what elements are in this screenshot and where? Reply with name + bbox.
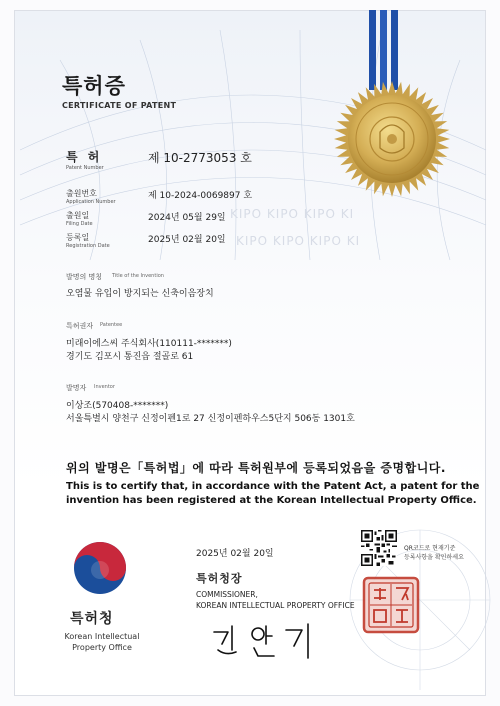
certification-text-ko: 위의 발명은「특허법」에 따라 특허원부에 등록되었음을 증명합니다.: [66, 461, 446, 475]
kipo-logo-icon: [72, 540, 128, 596]
ribbon-3: [391, 10, 398, 90]
office-name-ko: 특허청: [70, 611, 114, 627]
commissioner-title-ko: 특허청장: [196, 572, 243, 585]
patentee-name: 미래이에스씨 주식회사(110111-*******): [66, 339, 232, 349]
qr-note-1: QR코드로 현재기준: [404, 545, 456, 552]
inventor-address: 서울특별시 양천구 신정이펜1로 27 신정이펜하우스5단지 506동 1301호: [66, 414, 355, 424]
commissioner-title-en-2: KOREAN INTELLECTUAL PROPERTY OFFICE: [196, 601, 355, 610]
registration-date-label: 등록일: [66, 233, 90, 242]
invention-title-value: 오염물 유입이 방지되는 신축이음장치: [66, 289, 214, 299]
application-number-label: 출원번호: [66, 189, 97, 198]
inventor-label-en: Inventor: [94, 384, 115, 390]
office-name-en-1: Korean Intellectual: [64, 632, 140, 641]
filing-date-label-en: Filing Date: [66, 221, 93, 227]
commissioner-title-en-1: COMMISSIONER,: [196, 590, 258, 599]
patentee-label: 특허권자: [66, 322, 94, 330]
application-number-label-en: Application Number: [66, 199, 116, 205]
patent-number-value: 제 10-2773053 호: [148, 151, 252, 165]
filing-date-value: 2024년 05월 29일: [148, 213, 226, 223]
certificate-title-en: CERTIFICATE OF PATENT: [62, 101, 177, 110]
invention-title-label-en: Title of the Invention: [112, 273, 164, 279]
invention-title-label: 발명의 명칭: [66, 273, 103, 281]
watermark-text-2: KIPO KIPO KIPO KI: [236, 234, 361, 248]
certification-text-en-2: invention has been registered at the Korean Intellectual Property Office.: [66, 495, 477, 506]
application-number-value: 제 10-2024-0069897 호: [148, 191, 253, 201]
commissioner-signature: [208, 620, 328, 660]
watermark-text: KIPO KIPO KIPO KI: [230, 207, 355, 221]
registration-date-value: 2025년 02월 20일: [148, 235, 226, 245]
official-stamp-icon: [362, 576, 420, 634]
patent-number-label-en: Patent Number: [66, 165, 104, 171]
registration-date-label-en: Registration Date: [66, 243, 110, 249]
filing-date-label: 출원일: [66, 211, 90, 220]
issue-date: 2025년 02월 20일: [196, 549, 274, 559]
office-name-en-2: Property Office: [72, 643, 132, 652]
qr-note-2: 등록사항을 확인하세요: [404, 554, 464, 561]
gold-seal-icon: [333, 80, 451, 198]
patentee-address: 경기도 김포시 통진읍 절골로 61: [66, 352, 194, 362]
inventor-name: 이상조(570408-*******): [66, 401, 169, 411]
patent-number-label: 특 허: [66, 150, 103, 164]
certification-text-en-1: This is to certify that, in accordance with the Patent Act, a patent for the: [66, 481, 480, 492]
patentee-label-en: Patentee: [100, 322, 123, 328]
ribbon-1: [369, 10, 376, 90]
inventor-label: 발명자: [66, 384, 87, 392]
certificate-title: 특허증: [62, 74, 126, 98]
qr-code-icon[interactable]: [361, 530, 397, 566]
ribbon-2: [380, 10, 387, 90]
